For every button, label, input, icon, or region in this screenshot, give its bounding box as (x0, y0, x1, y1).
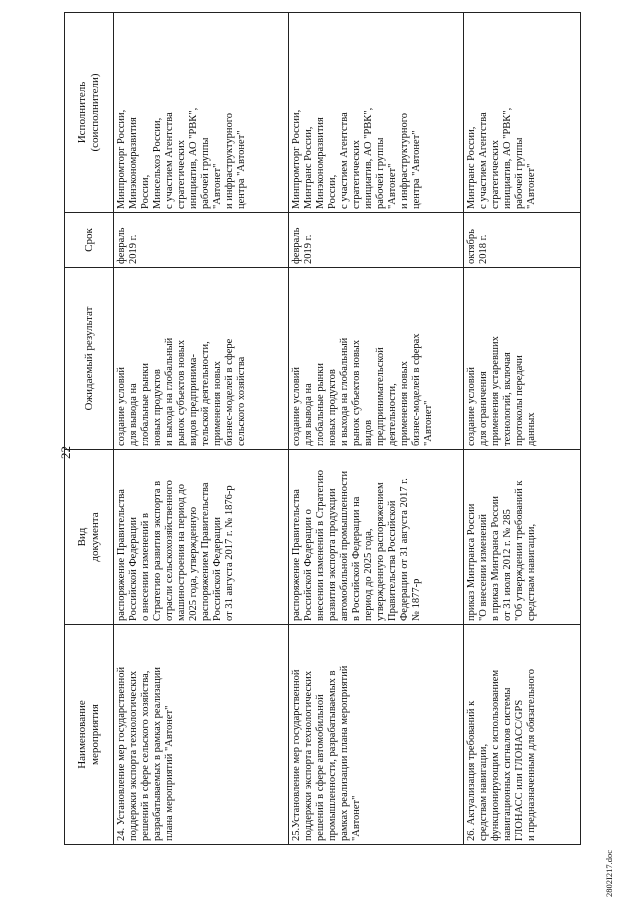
cell-text-line: "Автонет" (212, 163, 223, 209)
cell-text-line: 2025 года, утвержденную (188, 506, 199, 621)
cell-text-line: тельской деятельности, (200, 341, 211, 446)
measure-cell (289, 625, 464, 845)
cell-text-line: Стратегию развития экспорта в (152, 480, 163, 621)
cell-text-line: февраль (291, 227, 302, 264)
footer-filename: 2802I217.doc (604, 850, 614, 897)
executor-cell (289, 13, 464, 213)
cell-text-line: навигационных сигналов системы (502, 687, 513, 841)
document-cell (114, 450, 289, 625)
document-cell (464, 450, 581, 625)
cell-text-line: для ограничения (478, 371, 489, 446)
cell-text-line: средствам навигации, (526, 523, 537, 621)
cell-text-line: и инфраструктурного (224, 112, 235, 209)
header-measure: Наименование мероприятия (65, 625, 114, 845)
cell-text-line: разрабатываемых в рамках реализации (152, 667, 163, 841)
header-executor: Исполнитель (соисполнители) (65, 13, 114, 213)
cell-text-line: 26. Актуализация требований к (466, 700, 477, 841)
cell-text-line: глобальные рынки (315, 363, 326, 446)
cell-text-line: от 31 июля 2012 г. № 285 (502, 509, 513, 621)
measure-cell (114, 625, 289, 845)
cell-text-line: Минсельхоз России, (152, 117, 163, 209)
cell-text-line: с участием Агентства (478, 112, 489, 209)
cell-text-line: видов (363, 419, 374, 446)
cell-text-line: с участием Агентства (339, 112, 350, 209)
cell-text-line: машиностроения на период до (176, 484, 187, 621)
cell-text-line: "Автонет" (423, 400, 434, 446)
cell-text-line: и выхода на глобальный (339, 337, 350, 446)
cell-text-line: Российской Федерации (212, 517, 223, 621)
cell-text-line: "Автонет" (526, 163, 537, 209)
cell-text-line: плана мероприятий "Автонет" (164, 705, 175, 841)
cell-text-line: 25.Установление мер государственной (291, 669, 302, 841)
cell-text-line: распоряжением Правительства (200, 482, 211, 621)
cell-text-line: № 1877-р (411, 578, 422, 621)
cell-text-line: февраль (116, 227, 127, 264)
measures-table (64, 12, 581, 845)
deadline-cell (114, 213, 289, 268)
cell-text-line: данных (526, 412, 537, 446)
cell-text-line: 2019 г. (303, 234, 314, 264)
cell-text-line: видов предпринима- (188, 354, 199, 446)
cell-text-line: 2019 г. (128, 234, 139, 264)
cell-text-line: технологий, включая (502, 352, 513, 446)
header-expected-result: Ожидаемый результат (65, 268, 114, 450)
cell-text-line: в приказ Минтранса России (490, 496, 501, 621)
cell-text-line: протоколы передачи (514, 355, 525, 446)
table-row (289, 13, 464, 845)
cell-text-line: распоряжение Правительства (116, 489, 127, 621)
cell-text-line: "Об утверждении требований к (514, 480, 525, 621)
cell-text-line: рамках реализации плана мероприятий (339, 665, 350, 841)
cell-text-line: 24. Установление мер государственной (116, 666, 127, 841)
cell-text-line: применения устаревших (490, 336, 501, 446)
cell-text-line: о внесении изменений в (140, 513, 151, 621)
cell-text-line: Российской Федерации о (303, 509, 314, 621)
cell-text-line: деятельности, (387, 383, 398, 446)
cell-text-line: внесении изменений в Стратегию (315, 470, 326, 621)
cell-text-line: центра "Автонет" (236, 130, 247, 209)
cell-text-line: "Автонет" (351, 795, 362, 841)
cell-text-line: новых продуктов (327, 369, 338, 446)
cell-text-line: утвержденную распоряжением (375, 482, 386, 621)
cell-text-line: для вывода на (128, 383, 139, 446)
table-body (114, 13, 581, 845)
header-document-type: Вид документа (65, 450, 114, 625)
cell-text-line: поддержки экспорта технологических (303, 670, 314, 841)
cell-text-line: Минтранс России, (466, 126, 477, 209)
cell-text-line: России, (140, 174, 151, 209)
cell-text-line: автомобильной промышленности (339, 470, 350, 621)
table-header-row (65, 13, 114, 845)
cell-text-line: инициатив, АО "РВК", (188, 107, 199, 209)
result-cell (464, 268, 581, 450)
cell-text-line: Минпромторг России, (291, 109, 302, 209)
cell-text-line: "Автонет" (387, 163, 398, 209)
measure-cell (464, 625, 581, 845)
cell-text-line: создание условий (291, 367, 302, 446)
cell-text-line: глобальные рынки (140, 363, 151, 446)
cell-text-line: Минтранс России, (303, 126, 314, 209)
cell-text-line: Минпромторг России, (116, 109, 127, 209)
cell-text-line: Федерации от 31 августа 2017 г. (399, 478, 410, 621)
cell-text-line: Минэкономразвития (128, 117, 139, 209)
cell-text-line: бизнес-моделей в сфере (224, 338, 235, 446)
cell-text-line: функционирующим с использованием (490, 669, 501, 841)
deadline-cell (289, 213, 464, 268)
cell-text-line: инициатив, АО "РВК", (363, 107, 374, 209)
cell-text-line: применения новых (399, 361, 410, 446)
cell-text-line: бизнес-моделей в сферах (411, 333, 422, 446)
cell-text-line: "О внесении изменений (478, 514, 489, 621)
cell-text-line: решений в сфере автомобильной (315, 694, 326, 841)
cell-text-line: применения новых (212, 361, 223, 446)
cell-text-line: поддержки экспорта технологических (128, 670, 139, 841)
cell-text-line: создание условий (116, 367, 127, 446)
result-cell (289, 268, 464, 450)
cell-text-line: Правительства Российской (387, 500, 398, 621)
cell-text-line: от 31 августа 2017 г. № 1876-р (224, 485, 235, 621)
cell-text-line: рабочей группы (375, 137, 386, 209)
cell-text-line: рынок субъектов новых (351, 339, 362, 446)
cell-text-line: и инфраструктурного (399, 112, 410, 209)
cell-text-line: средствам навигации, (478, 743, 489, 841)
cell-text-line: сельского хозяйства (236, 356, 247, 446)
cell-text-line: и выхода на глобальный (164, 337, 175, 446)
cell-text-line: с участием Агентства (164, 112, 175, 209)
cell-text-line: ГЛОНАСС или ГЛОНАСС/GPS (514, 699, 525, 841)
table-row (464, 13, 581, 845)
result-cell (114, 268, 289, 450)
cell-text-line: развития экспорта продукции (327, 488, 338, 621)
cell-text-line: в Российской Федерации на (351, 496, 362, 621)
cell-text-line: Минэкономразвития (315, 117, 326, 209)
executor-cell (114, 13, 289, 213)
executor-cell (464, 13, 581, 213)
table-row (114, 13, 289, 845)
cell-text-line: для вывода на (303, 383, 314, 446)
cell-text-line: новых продуктов (152, 369, 163, 446)
cell-text-line: распоряжение Правительства (291, 489, 302, 621)
cell-text-line: России, (327, 174, 338, 209)
cell-text-line: и предназначенным для обязательного (526, 669, 537, 841)
cell-text-line: решений в сфере сельского хозяйства, (140, 670, 151, 841)
cell-text-line: октябрь (466, 229, 477, 264)
header-deadline: Срок (65, 213, 114, 268)
cell-text-line: приказ Минтранса России (466, 503, 477, 621)
cell-text-line: стратегических (176, 139, 187, 209)
cell-text-line: рабочей группы (200, 137, 211, 209)
cell-text-line: центра "Автонет" (411, 130, 422, 209)
cell-text-line: стратегических (490, 139, 501, 209)
document-cell (289, 450, 464, 625)
page-number: 22 (58, 446, 73, 459)
cell-text-line: инициатив, АО "РВК", (502, 107, 513, 209)
cell-text-line: период до 2025 года, (363, 528, 374, 621)
cell-text-line: стратегических (351, 139, 362, 209)
cell-text-line: предпринимательской (375, 347, 386, 446)
deadline-cell (464, 213, 581, 268)
cell-text-line: рынок субъектов новых (176, 339, 187, 446)
cell-text-line: рабочей группы (514, 137, 525, 209)
cell-text-line: Российской Федерации (128, 517, 139, 621)
cell-text-line: создание условий (466, 367, 477, 446)
cell-text-line: отрасли сельскохозяйственного (164, 480, 175, 621)
cell-text-line: 2018 г. (478, 234, 489, 264)
cell-text-line: промышленности, разрабатываемых в (327, 670, 338, 841)
